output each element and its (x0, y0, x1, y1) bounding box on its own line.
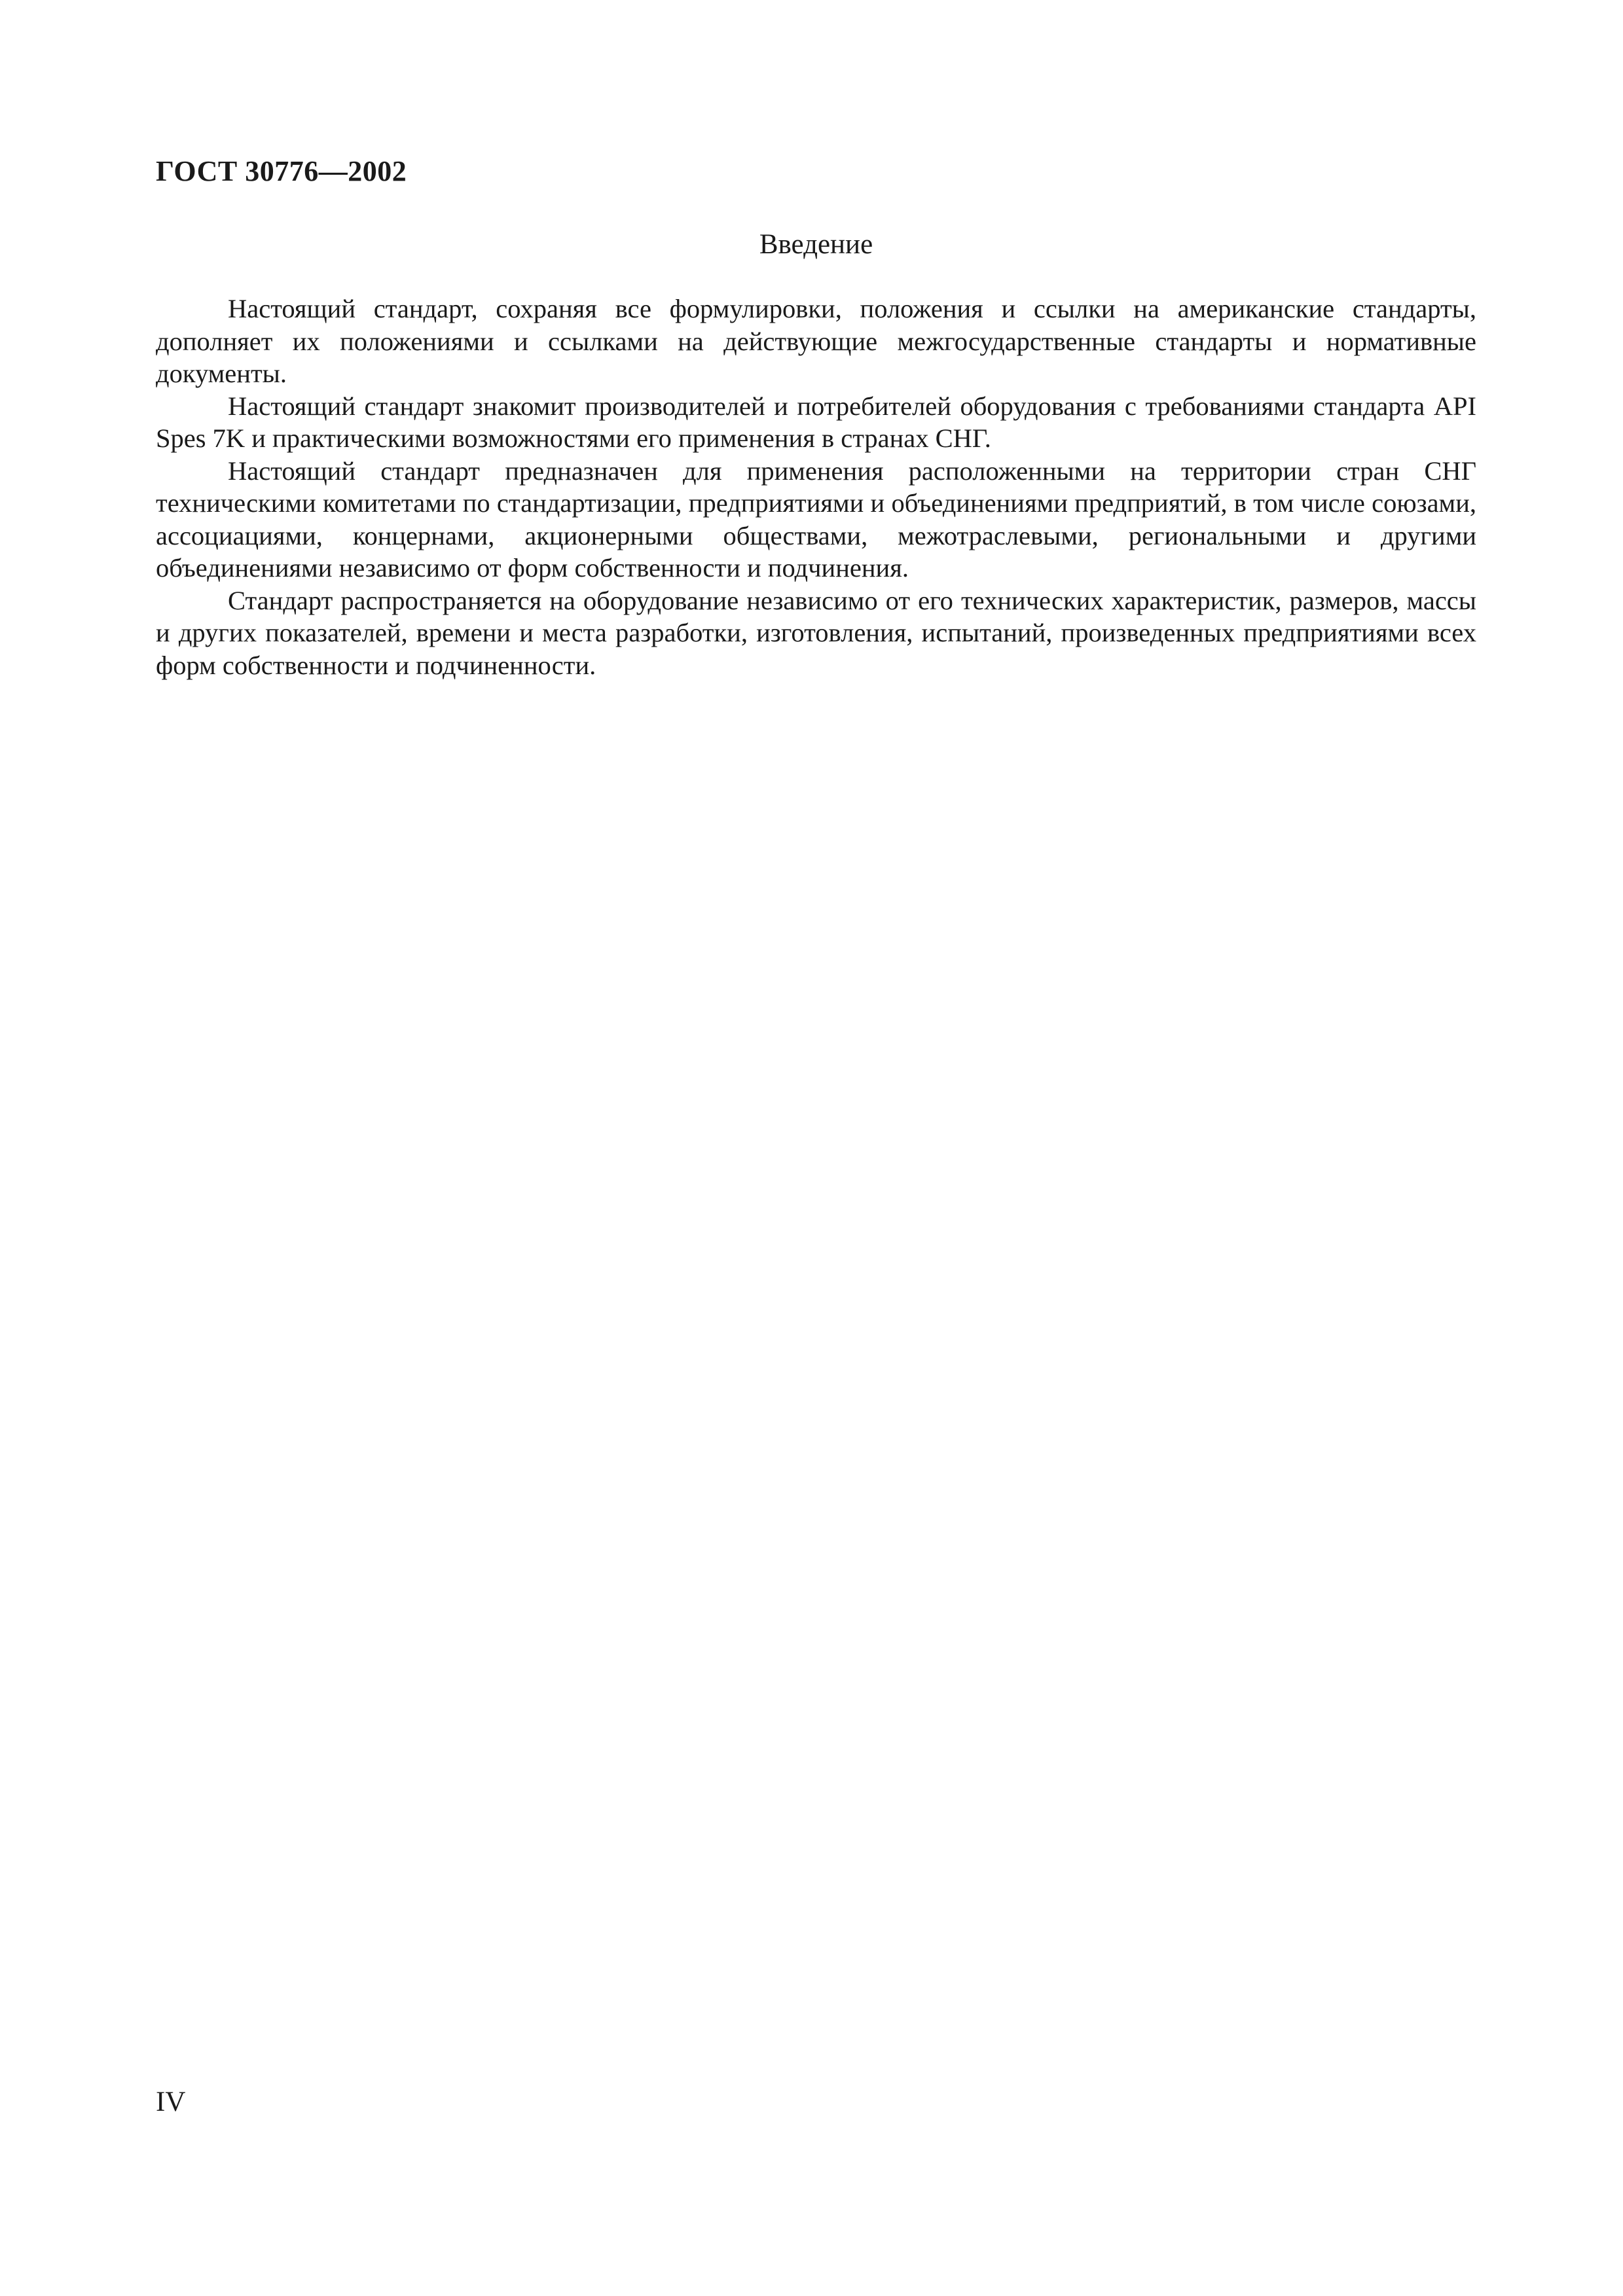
paragraph-2: Настоящий стандарт знакомит производителей и потребителей оборудования с требованиями стандарта API Spes 7K и практическими возможностями его применения в странах СНГ. (156, 391, 1476, 453)
body-text (156, 293, 1476, 681)
page-number: IV (156, 2087, 186, 2117)
paragraph-4: Стандарт распространяется на оборудование независимо от его технических характеристик, размеров, массы и других показателей, времени и места разработки, изготовления, испытаний, произведенных предприятиями всех форм собственности и подчиненности. (156, 585, 1476, 680)
section-title: Введение (759, 229, 873, 260)
document-header: ГОСТ 30776—2002 (156, 155, 407, 187)
paragraph-3: Настоящий стандарт предназначен для применения расположенными на территории стран СНГ техническими комитетами по стандартизации, предприятиями и объединениями предприятий, в том числе союзами, ассоциациями, концернами, акционерными обществами, межотраслевыми, региональными и другими объединениями независимо от форм собственности и подчинения. (156, 456, 1476, 583)
paragraph-1: Настоящий стандарт, сохраняя все формулировки, положения и ссылки на американские стандарты, дополняет их положениями и ссылками на действующие межгосударственные стандарты и нормативные документы. (156, 294, 1476, 388)
